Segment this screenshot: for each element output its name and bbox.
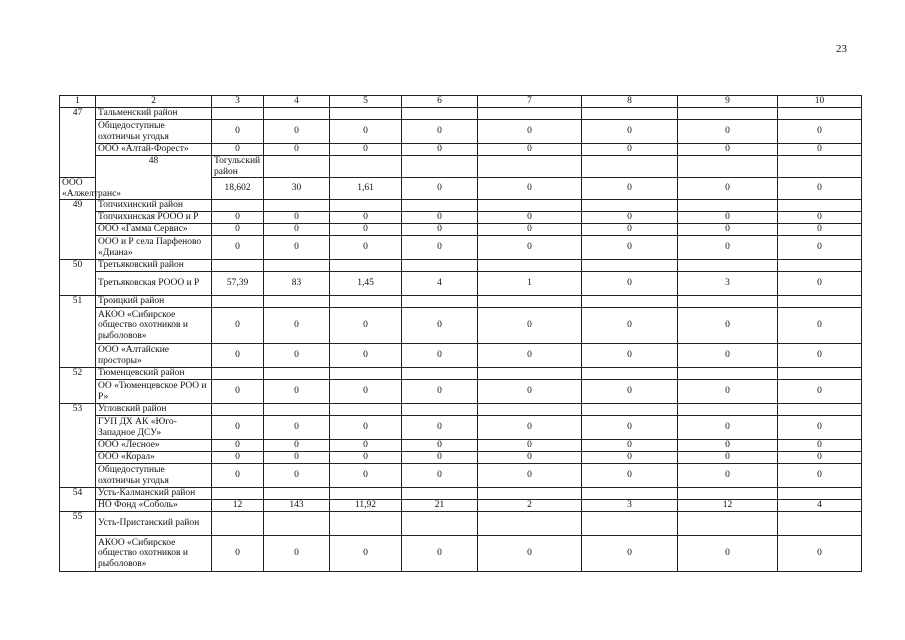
value-cell: 0 [330,120,402,144]
value-cell [582,296,678,308]
value-cell [678,260,778,272]
value-cell: 0 [582,144,678,156]
value-cell [478,488,582,500]
header-cell: 1 [60,96,96,108]
table-row [60,344,862,368]
value-cell: 0 [330,452,402,464]
value-cell: 0 [582,536,678,572]
value-cell: 0 [212,144,264,156]
value-cell [212,368,264,380]
value-cell: 0 [330,416,402,440]
value-cell [264,200,330,212]
value-cell [582,368,678,380]
value-cell: 0 [264,212,330,224]
value-cell: 0 [212,344,264,368]
name-cell: Топчихинская РООО и Р [96,212,212,224]
value-cell [678,404,778,416]
row-number-cell: 52 [60,368,96,404]
value-cell: 0 [264,452,330,464]
value-cell: 0 [264,144,330,156]
value-cell: 0 [582,452,678,464]
value-cell: 0 [264,464,330,488]
value-cell: 0 [212,464,264,488]
value-cell: 0 [402,212,478,224]
value-cell: 0 [402,380,478,404]
value-cell [678,296,778,308]
value-cell: 0 [330,144,402,156]
value-cell: 0 [582,344,678,368]
value-cell [402,156,478,178]
value-cell: 21 [402,500,478,512]
value-cell: 0 [478,144,582,156]
value-cell: 0 [402,178,478,200]
value-cell: 0 [478,344,582,368]
value-cell: 0 [778,236,862,260]
value-cell: 0 [402,236,478,260]
page-number: 23 [836,43,847,55]
value-cell: 0 [478,224,582,236]
value-cell [330,200,402,212]
value-cell: 0 [264,536,330,572]
value-cell [212,108,264,120]
value-cell [478,296,582,308]
value-cell [778,404,862,416]
value-cell: 0 [264,416,330,440]
value-cell: 0 [582,440,678,452]
value-cell [402,260,478,272]
value-cell: 0 [778,380,862,404]
district-row [60,200,862,212]
value-cell: 0 [678,120,778,144]
value-cell: 0 [778,120,862,144]
table-row [60,308,862,344]
value-cell: 0 [582,416,678,440]
value-cell [678,200,778,212]
value-cell: 0 [212,452,264,464]
value-cell: 0 [402,536,478,572]
table-body [60,96,862,572]
value-cell: 0 [212,224,264,236]
value-cell [778,156,862,178]
header-cell: 8 [582,96,678,108]
name-cell: ООО «Лесное» [96,440,212,452]
value-cell [582,200,678,212]
value-cell: 0 [478,440,582,452]
name-cell: Общедоступные охотничьи угодья [96,120,212,144]
value-cell: 0 [264,120,330,144]
value-cell [582,512,678,536]
value-cell: 0 [478,178,582,200]
value-cell: 0 [582,380,678,404]
value-cell: 3 [582,500,678,512]
value-cell: 0 [582,308,678,344]
name-cell: ООО и Р села Парфеново «Диана» [96,236,212,260]
value-cell: 0 [582,178,678,200]
district-row [60,488,862,500]
value-cell: 0 [678,178,778,200]
value-cell: 0 [478,236,582,260]
name-cell: ГУП ДХ АК «Юго-Западное ДСУ» [96,416,212,440]
value-cell [330,108,402,120]
table-row [60,416,862,440]
value-cell [778,260,862,272]
value-cell: 11,92 [330,500,402,512]
row-number-cell: 50 [60,260,96,296]
value-cell [264,260,330,272]
name-cell: Общедоступные охотничьи угодья [96,464,212,488]
name-cell: ООО «Гамма Сервис» [96,224,212,236]
row-number-cell: 55 [60,512,96,572]
value-cell [778,200,862,212]
value-cell [402,404,478,416]
value-cell [264,488,330,500]
value-cell: 0 [402,416,478,440]
row-number-cell: 47 [60,108,96,178]
value-cell: 0 [402,344,478,368]
value-cell: 0 [478,416,582,440]
value-cell: 0 [402,452,478,464]
row-number-cell: 53 [60,404,96,488]
value-cell [330,404,402,416]
value-cell: 0 [778,440,862,452]
name-cell: Троицкий район [96,296,212,308]
value-cell: 0 [478,536,582,572]
value-cell: 0 [330,344,402,368]
value-cell [582,108,678,120]
value-cell [582,156,678,178]
value-cell: 0 [778,452,862,464]
value-cell [402,368,478,380]
table-row [60,536,862,572]
header-cell: 7 [478,96,582,108]
value-cell: 0 [678,144,778,156]
value-cell [264,108,330,120]
header-row [60,96,862,108]
value-cell [478,404,582,416]
value-cell: 0 [264,380,330,404]
name-cell: Усть-Пристанский район [96,512,212,536]
name-cell: Тальменский район [96,108,212,120]
value-cell [330,296,402,308]
value-cell: 0 [678,464,778,488]
value-cell: 0 [212,440,264,452]
value-cell: 0 [212,120,264,144]
value-cell: 0 [678,380,778,404]
value-cell [778,512,862,536]
value-cell [778,296,862,308]
value-cell [678,488,778,500]
value-cell: 0 [212,212,264,224]
value-cell [478,368,582,380]
value-cell: 1,61 [330,178,402,200]
value-cell: 0 [582,236,678,260]
value-cell: 3 [678,272,778,296]
value-cell [678,108,778,120]
value-cell [402,296,478,308]
name-cell: АКОО «Сибирское общество охотников и рыболовов» [96,308,212,344]
value-cell [478,512,582,536]
district-row [60,404,862,416]
district-row [60,368,862,380]
value-cell [402,108,478,120]
table-row [60,452,862,464]
table-row [60,464,862,488]
table-row [60,224,862,236]
value-cell [478,260,582,272]
value-cell: 0 [402,308,478,344]
value-cell [478,200,582,212]
row-number-cell: 49 [60,200,96,260]
value-cell: 0 [778,416,862,440]
table-row [60,144,862,156]
name-cell: АКОО «Сибирское общество охотников и рыболовов» [96,536,212,572]
value-cell: 0 [678,224,778,236]
value-cell [212,260,264,272]
value-cell: 0 [330,464,402,488]
value-cell [778,108,862,120]
name-cell: Тогульский район [212,156,264,178]
value-cell [330,488,402,500]
value-cell [402,488,478,500]
value-cell: 0 [778,144,862,156]
name-cell: Третьяковская РООО и Р [96,272,212,296]
district-row [60,512,862,536]
value-cell: 0 [330,308,402,344]
value-cell [582,404,678,416]
value-cell: 0 [212,308,264,344]
value-cell [264,512,330,536]
value-cell: 0 [402,224,478,236]
value-cell: 0 [478,464,582,488]
value-cell: 0 [778,178,862,200]
value-cell: 2 [478,500,582,512]
value-cell [212,404,264,416]
value-cell: 0 [330,380,402,404]
value-cell: 0 [402,144,478,156]
value-cell: 1,45 [330,272,402,296]
value-cell: 4 [402,272,478,296]
value-cell [402,200,478,212]
name-cell: ООО «Алтай-Форест» [96,144,212,156]
name-cell: Тюменцевский район [96,368,212,380]
district-row [60,260,862,272]
table-row [60,120,862,144]
value-cell: 0 [330,224,402,236]
value-cell [678,512,778,536]
name-cell: Третьяковский район [96,260,212,272]
value-cell: 0 [582,120,678,144]
value-cell: 0 [402,120,478,144]
value-cell [678,156,778,178]
value-cell: 0 [478,120,582,144]
name-cell: Топчихинский район [96,200,212,212]
name-cell: Угловский район [96,404,212,416]
value-cell: 0 [678,416,778,440]
value-cell: 30 [264,178,330,200]
value-cell: 0 [264,308,330,344]
name-cell: ООО «Алжелтранс» [60,178,96,200]
value-cell [330,260,402,272]
value-cell: 0 [330,536,402,572]
value-cell: 0 [778,308,862,344]
value-cell: 0 [264,344,330,368]
header-cell: 9 [678,96,778,108]
value-cell: 0 [478,380,582,404]
value-cell: 83 [264,272,330,296]
value-cell [264,156,330,178]
value-cell [264,296,330,308]
value-cell: 0 [478,452,582,464]
value-cell: 0 [212,536,264,572]
value-cell [778,368,862,380]
value-cell: 0 [264,224,330,236]
value-cell [212,296,264,308]
value-cell [478,108,582,120]
name-cell: ОО «Тюменцевское РОО и Р» [96,380,212,404]
value-cell: 0 [582,212,678,224]
value-cell: 0 [330,236,402,260]
value-cell: 0 [778,464,862,488]
value-cell: 0 [330,212,402,224]
name-cell: Усть-Калманский район [96,488,212,500]
value-cell [678,368,778,380]
value-cell: 0 [212,236,264,260]
value-cell [778,488,862,500]
hunting-data-table [59,95,862,572]
value-cell: 0 [582,272,678,296]
value-cell [582,260,678,272]
value-cell [212,488,264,500]
value-cell: 0 [678,344,778,368]
row-number-cell: 51 [60,296,96,368]
table-row [60,236,862,260]
name-cell: ООО «Корал» [96,452,212,464]
district-row [60,108,862,120]
value-cell: 0 [778,536,862,572]
value-cell: 143 [264,500,330,512]
value-cell: 57,39 [212,272,264,296]
table-row [60,440,862,452]
header-cell: 4 [264,96,330,108]
district-row [60,296,862,308]
value-cell [582,488,678,500]
row-number-cell: 54 [60,488,96,512]
district-row [60,156,862,178]
value-cell [264,404,330,416]
value-cell: 0 [678,212,778,224]
value-cell: 0 [478,308,582,344]
table-row [60,212,862,224]
value-cell: 0 [678,236,778,260]
value-cell: 0 [402,440,478,452]
value-cell: 0 [264,440,330,452]
value-cell [212,200,264,212]
name-cell: ООО «Алтайские просторы» [96,344,212,368]
value-cell: 18,602 [212,178,264,200]
table-row [60,500,862,512]
header-cell: 3 [212,96,264,108]
header-cell: 10 [778,96,862,108]
header-cell: 6 [402,96,478,108]
value-cell [478,156,582,178]
value-cell [264,368,330,380]
value-cell: 0 [778,344,862,368]
header-cell: 2 [96,96,212,108]
value-cell: 0 [478,212,582,224]
value-cell: 0 [778,212,862,224]
value-cell: 1 [478,272,582,296]
value-cell [402,512,478,536]
value-cell: 0 [212,380,264,404]
table-row [60,272,862,296]
value-cell: 0 [778,272,862,296]
value-cell [330,368,402,380]
row-number-cell: 48 [96,156,212,200]
value-cell: 0 [778,224,862,236]
value-cell: 0 [264,236,330,260]
table-row [60,380,862,404]
value-cell: 0 [402,464,478,488]
value-cell: 4 [778,500,862,512]
value-cell: 0 [678,308,778,344]
value-cell [330,156,402,178]
value-cell: 0 [582,464,678,488]
name-cell: НО Фонд «Соболь» [96,500,212,512]
value-cell: 0 [678,452,778,464]
value-cell: 12 [212,500,264,512]
value-cell: 0 [582,224,678,236]
value-cell [330,512,402,536]
value-cell: 12 [678,500,778,512]
header-cell: 5 [330,96,402,108]
value-cell [212,512,264,536]
value-cell: 0 [330,440,402,452]
value-cell: 0 [678,536,778,572]
value-cell: 0 [212,416,264,440]
value-cell: 0 [678,440,778,452]
